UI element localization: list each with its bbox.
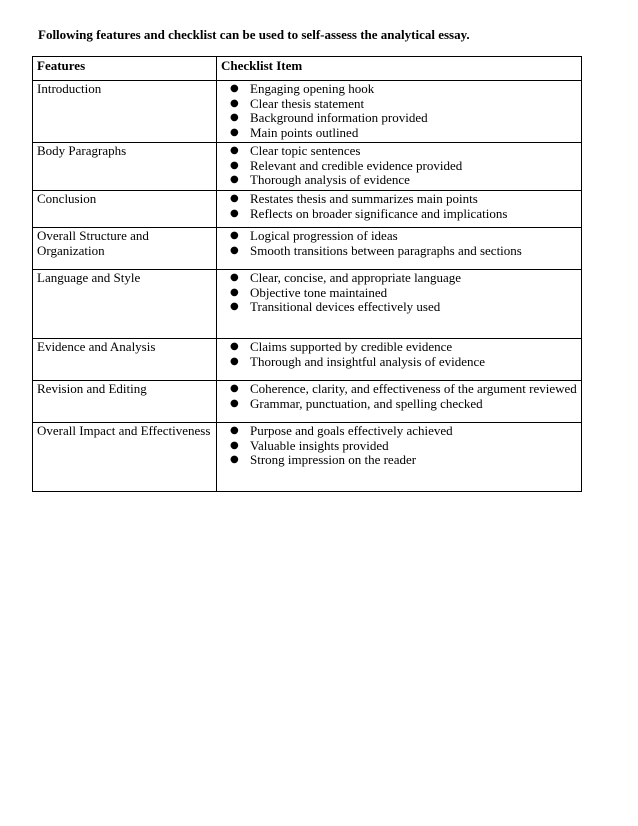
checklist-list	[221, 382, 577, 411]
checklist-item: ● Restates thesis and summarizes main points	[221, 192, 577, 207]
feature-cell: Revision and Editing	[33, 381, 217, 423]
feature-cell: Conclusion	[33, 191, 217, 228]
self-assessment-table	[32, 56, 582, 492]
feature-cell: Language and Style	[33, 270, 217, 339]
checklist-item: ● Engaging opening hook	[221, 82, 577, 97]
table-row	[33, 270, 582, 339]
checklist-cell	[217, 81, 582, 143]
table-row	[33, 381, 582, 423]
checklist-cell	[217, 381, 582, 423]
checklist-item: ● Reflects on broader significance and implications	[221, 207, 577, 222]
checklist-item: ● Clear thesis statement	[221, 97, 577, 112]
checklist-item: ● Relevant and credible evidence provided	[221, 159, 577, 174]
checklist-item: ● Thorough analysis of evidence	[221, 173, 577, 188]
checklist-item: ● Clear topic sentences	[221, 144, 577, 159]
table-row	[33, 143, 582, 191]
checklist-cell	[217, 270, 582, 339]
checklist-cell	[217, 191, 582, 228]
checklist-cell	[217, 143, 582, 191]
feature-cell: Overall Structure and Organization	[33, 228, 217, 270]
checklist-item: ● Grammar, punctuation, and spelling checked	[221, 397, 577, 412]
checklist-cell	[217, 228, 582, 270]
table-row	[33, 339, 582, 381]
checklist-cell	[217, 339, 582, 381]
checklist-list	[221, 229, 577, 258]
checklist-item: ● Clear, concise, and appropriate language	[221, 271, 577, 286]
checklist-item: ● Transitional devices effectively used	[221, 300, 577, 315]
checklist-item: ● Purpose and goals effectively achieved	[221, 424, 577, 439]
checklist-list	[221, 424, 577, 468]
checklist-item: ● Background information provided	[221, 111, 577, 126]
checklist-item: ● Coherence, clarity, and effectiveness of the argument reviewed	[221, 382, 577, 397]
table-row	[33, 191, 582, 228]
intro-heading: Following features and checklist can be used to self-assess the analytical essay.	[38, 27, 470, 42]
checklist-item: ● Logical progression of ideas	[221, 229, 577, 244]
table-row	[33, 228, 582, 270]
feature-cell: Introduction	[33, 81, 217, 143]
checklist-item: ● Valuable insights provided	[221, 439, 577, 454]
checklist-list	[221, 192, 577, 221]
header-checklist-item: Checklist Item	[217, 57, 582, 81]
checklist-item: ● Objective tone maintained	[221, 286, 577, 301]
feature-cell: Body Paragraphs	[33, 143, 217, 191]
checklist-list	[221, 340, 577, 369]
checklist-cell	[217, 423, 582, 492]
table-row	[33, 81, 582, 143]
checklist-item: ● Strong impression on the reader	[221, 453, 577, 468]
checklist-item: ● Claims supported by credible evidence	[221, 340, 577, 355]
feature-cell: Evidence and Analysis	[33, 339, 217, 381]
header-features: Features	[33, 57, 217, 81]
table-header-row	[33, 57, 582, 81]
checklist-item: ● Thorough and insightful analysis of evidence	[221, 355, 577, 370]
checklist-item: ● Main points outlined	[221, 126, 577, 141]
table-row	[33, 423, 582, 492]
checklist-list	[221, 82, 577, 140]
checklist-list	[221, 271, 577, 315]
checklist-list	[221, 144, 577, 188]
checklist-item: ● Smooth transitions between paragraphs and sections	[221, 244, 577, 259]
feature-cell: Overall Impact and Effectiveness	[33, 423, 217, 492]
